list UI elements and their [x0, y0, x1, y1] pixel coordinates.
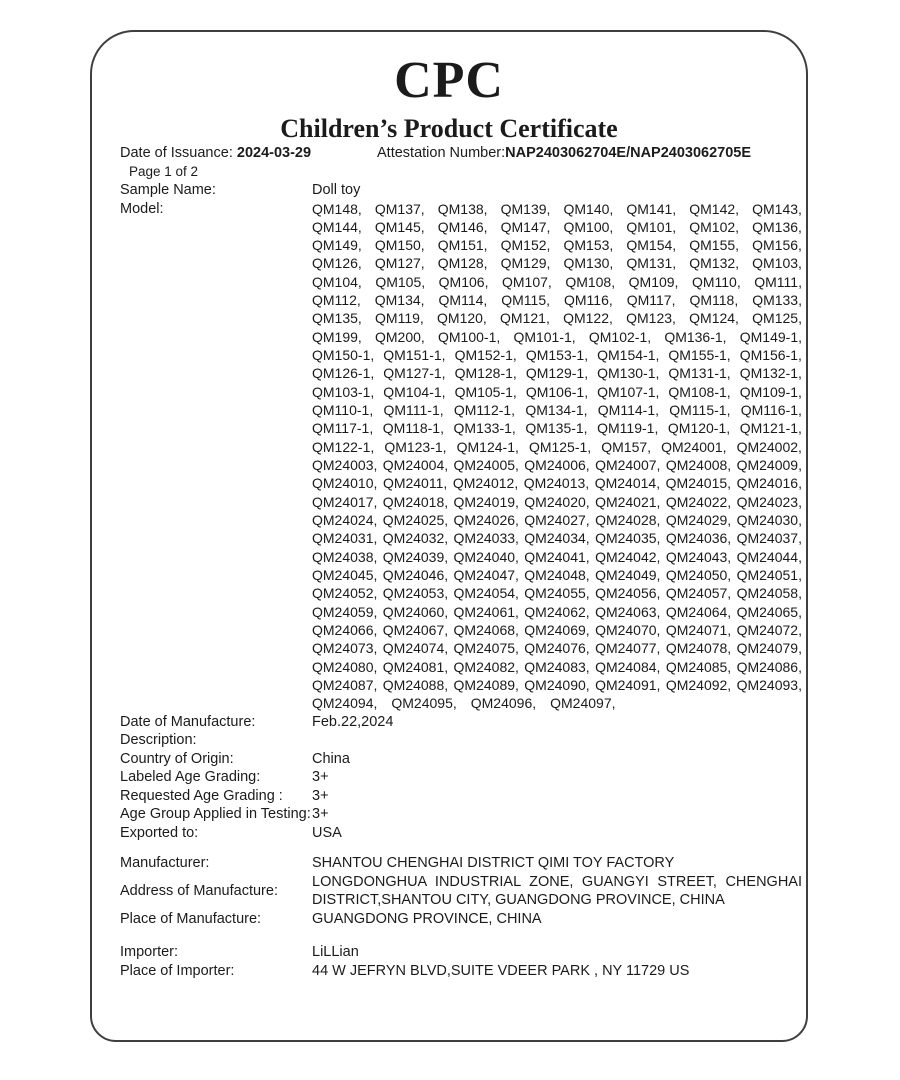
date-of-issuance-label: Date of Issuance: — [120, 145, 237, 161]
model-line — [312, 438, 802, 456]
model-code: QM105-1, — [454, 383, 517, 400]
certificate-subtitle: Children’s Product Certificate — [280, 113, 618, 143]
model-code: QM157, — [601, 438, 652, 455]
attestation-number-value: NAP2403062704E/NAP2403062705E — [505, 145, 752, 161]
model-code: QM24054, — [453, 585, 519, 602]
model-line — [312, 236, 802, 254]
model-code: QM106, — [438, 273, 489, 290]
model-code: QM24090, — [524, 677, 590, 694]
model-code: QM200, — [375, 328, 425, 345]
model-code: QM24079, — [736, 640, 802, 657]
model-code: QM114-1, — [597, 402, 660, 419]
model-code: QM153, — [563, 237, 614, 254]
model-code: QM24037, — [736, 530, 802, 547]
model-code: QM24088, — [382, 677, 449, 694]
model-line — [312, 383, 802, 401]
model-code: QM119-1, — [597, 420, 659, 437]
model-code: QM104, — [312, 273, 362, 290]
model-code: QM24081, — [382, 658, 449, 675]
model-line — [312, 529, 802, 547]
model-code: QM24039, — [382, 548, 449, 565]
model-code: QM24076, — [524, 640, 590, 657]
model-code: QM24024, — [312, 512, 378, 529]
model-code: QM155, — [689, 237, 740, 254]
model-code: QM24064, — [665, 603, 732, 620]
model-code: QM24012, — [452, 475, 519, 492]
model-code: QM24075, — [453, 640, 519, 657]
model-code: QM24044, — [736, 548, 802, 565]
model-line — [312, 621, 802, 639]
description-value — [312, 731, 802, 750]
model-code: QM24034, — [524, 530, 590, 547]
model-line — [312, 639, 802, 657]
model-line — [312, 584, 802, 602]
model-code: QM24010, — [312, 475, 378, 492]
model-code: QM24050, — [665, 567, 732, 584]
model-code: QM103-1, — [312, 383, 375, 400]
model-code: QM24032, — [382, 530, 449, 547]
model-code: QM109, — [628, 273, 679, 290]
model-code: QM100-1, — [438, 328, 501, 345]
model-code: QM141, — [626, 200, 677, 217]
model-code: QM24029, — [665, 512, 732, 529]
model-code: QM117-1, — [312, 420, 374, 437]
model-code: QM24083, — [524, 658, 590, 675]
place-of-manufacture-value: GUANGDONG PROVINCE, CHINA — [312, 910, 542, 927]
model-code: QM119, — [375, 310, 424, 327]
model-code: QM24048, — [524, 567, 590, 584]
exported-to-value: USA — [312, 824, 342, 841]
model-row — [120, 200, 802, 713]
model-code: QM24051, — [736, 567, 802, 584]
detail-row — [120, 768, 802, 787]
model-code: QM24045, — [312, 567, 378, 584]
model-code: QM24094, — [312, 695, 378, 712]
model-code: QM24038, — [312, 548, 378, 565]
model-code: QM24040, — [453, 548, 519, 565]
model-line — [312, 493, 802, 511]
model-code: QM24055, — [524, 585, 590, 602]
manufacturer-label: Manufacturer: — [120, 855, 210, 872]
model-code: QM137, — [374, 200, 425, 217]
model-line — [312, 456, 802, 474]
model-code: QM147, — [500, 218, 551, 235]
model-code: QM24089, — [453, 677, 519, 694]
model-code: QM24073, — [312, 640, 378, 657]
model-code: QM148, — [312, 200, 362, 217]
model-code: QM129, — [500, 255, 551, 272]
model-code: QM105, — [375, 273, 426, 290]
model-code: QM24013, — [523, 475, 590, 492]
model-code: QM131-1, — [668, 365, 731, 382]
model-code: QM120, — [437, 310, 487, 327]
attestation-pair — [377, 144, 751, 163]
model-code: QM199, — [312, 328, 362, 345]
model-code: QM24047, — [453, 567, 519, 584]
model-code: QM152, — [500, 237, 551, 254]
detail-row — [120, 750, 802, 769]
model-code: QM107, — [501, 273, 552, 290]
model-code: QM24021, — [595, 493, 661, 510]
address-of-manufacture-row — [120, 873, 802, 910]
model-code: QM24023, — [736, 493, 802, 510]
model-list — [312, 200, 802, 713]
importer-value: LiLLian — [312, 944, 359, 961]
model-code: QM24067, — [382, 622, 449, 639]
model-code: QM153-1, — [525, 347, 589, 364]
model-line — [312, 511, 802, 529]
issuance-pair — [120, 144, 377, 163]
model-code: QM134, — [374, 292, 425, 309]
model-code: QM150, — [374, 237, 425, 254]
model-line — [312, 328, 802, 346]
model-line — [312, 658, 802, 676]
model-code: QM24092, — [665, 677, 732, 694]
model-code: QM24080, — [312, 658, 378, 675]
model-line — [312, 676, 802, 694]
model-code: QM155-1, — [668, 347, 731, 364]
model-code: QM24003, — [312, 457, 378, 474]
model-code: QM24020, — [524, 493, 590, 510]
model-code: QM128-1, — [454, 365, 517, 382]
attestation-number-label: Attestation Number: — [377, 145, 506, 161]
manufacturer-value: SHANTOU CHENGHAI DISTRICT QIMI TOY FACTORY — [312, 855, 675, 872]
model-code: QM110, — [691, 273, 741, 290]
model-code: QM104-1, — [383, 383, 446, 400]
model-line — [312, 401, 802, 419]
model-code: QM127-1, — [383, 365, 446, 382]
model-code: QM24069, — [524, 622, 590, 639]
model-code: QM122, — [563, 310, 613, 327]
model-line — [312, 603, 802, 621]
place-of-importer-label: Place of Importer: — [120, 962, 235, 979]
model-code: QM140, — [563, 200, 614, 217]
model-code: QM130-1, — [597, 365, 660, 382]
requested-age-grading-value: 3+ — [312, 787, 329, 804]
certificate-card — [90, 30, 808, 1042]
model-code: QM108, — [565, 273, 616, 290]
model-code: QM114, — [438, 292, 488, 309]
model-code: QM116-1, — [740, 402, 802, 419]
model-code: QM126, — [312, 255, 362, 272]
model-code: QM24074, — [382, 640, 449, 657]
model-code: QM116, — [563, 292, 613, 309]
model-code: QM24035, — [595, 530, 661, 547]
country-of-origin-value: China — [312, 750, 350, 767]
model-code: QM24087, — [312, 677, 378, 694]
model-code: QM135, — [312, 310, 362, 327]
model-code: QM123, — [626, 310, 676, 327]
model-code: QM124-1, — [456, 438, 519, 455]
model-line — [312, 548, 802, 566]
model-code: QM24060, — [382, 603, 449, 620]
model-code: QM133-1, — [453, 420, 516, 437]
model-code: QM106-1, — [525, 383, 589, 400]
model-code: QM24091, — [595, 677, 661, 694]
model-code: QM150-1, — [312, 347, 375, 364]
model-code: QM24001, — [661, 438, 727, 455]
model-code: QM24084, — [595, 658, 661, 675]
model-code: QM24014, — [594, 475, 661, 492]
manufacture-section — [120, 854, 802, 928]
issuance-row — [120, 144, 802, 163]
sample-name-label: Sample Name: — [120, 182, 216, 198]
model-code: QM24056, — [595, 585, 661, 602]
model-code: QM24096, — [470, 695, 537, 712]
model-code: QM152-1, — [454, 347, 517, 364]
model-code: QM24031, — [312, 530, 378, 547]
country-of-origin-label: Country of Origin: — [120, 750, 234, 767]
model-code: QM24086, — [736, 658, 802, 675]
model-code: QM24093, — [736, 677, 802, 694]
model-line — [312, 419, 802, 437]
model-code: QM124, — [689, 310, 739, 327]
model-code: QM145, — [374, 218, 425, 235]
age-group-testing-value: 3+ — [312, 806, 329, 823]
detail-row — [120, 713, 802, 732]
model-code: QM24030, — [736, 512, 802, 529]
details-section — [120, 713, 802, 843]
model-code: QM126-1, — [312, 365, 375, 382]
model-code: QM112-1, — [453, 402, 516, 419]
model-code: QM134-1, — [525, 402, 588, 419]
model-code: QM111, — [754, 273, 802, 290]
model-code: QM108-1, — [668, 383, 731, 400]
date-of-manufacture-value: Feb.22,2024 — [312, 713, 394, 730]
model-line — [312, 273, 802, 291]
model-line — [312, 218, 802, 236]
detail-row — [120, 805, 802, 824]
model-code: QM131, — [626, 255, 677, 272]
model-code: QM101, — [626, 218, 677, 235]
model-code: QM24015, — [665, 475, 732, 492]
model-code: QM156-1, — [739, 347, 802, 364]
model-code: QM154, — [626, 237, 677, 254]
model-code: QM24097, — [550, 695, 616, 712]
model-code: QM139, — [500, 200, 551, 217]
model-code: QM24068, — [453, 622, 519, 639]
model-code: QM24004, — [382, 457, 449, 474]
model-code: QM24049, — [595, 567, 661, 584]
model-code: QM128, — [437, 255, 488, 272]
model-code: QM129-1, — [525, 365, 589, 382]
place-of-importer-value: 44 W JEFRYN BLVD,SUITE VDEER PARK , NY 11729 US — [312, 962, 690, 979]
model-code: QM24063, — [595, 603, 661, 620]
labeled-age-grading-label: Labeled Age Grading: — [120, 769, 261, 786]
date-of-issuance-value: 2024-03-29 — [236, 145, 312, 161]
manufacturer-row — [120, 854, 802, 873]
address-of-manufacture-value: LONGDONGHUA INDUSTRIAL ZONE, GUANGYI STREET, CHENGHAI DISTRICT,SHANTOU CITY, GUANGDONG PROVINCE, CHINA — [312, 873, 802, 909]
model-code: QM127, — [374, 255, 425, 272]
model-code: QM151-1, — [383, 347, 446, 364]
model-code: QM24002, — [736, 438, 802, 455]
model-code: QM24041, — [524, 548, 590, 565]
model-code: QM24061, — [453, 603, 519, 620]
model-code: QM138, — [437, 200, 488, 217]
model-code: QM149, — [312, 237, 362, 254]
model-code: QM24033, — [453, 530, 519, 547]
model-code: QM24052, — [312, 585, 378, 602]
requested-age-grading-label: Requested Age Grading : — [120, 787, 283, 804]
model-code: QM24085, — [665, 658, 732, 675]
date-of-manufacture-label: Date of Manufacture: — [120, 713, 256, 730]
detail-row — [120, 731, 802, 750]
sample-name-value: Doll toy — [312, 182, 361, 198]
model-code: QM115-1, — [669, 402, 731, 419]
age-group-testing-label: Age Group Applied in Testing: — [120, 806, 311, 823]
model-code: QM24059, — [312, 603, 378, 620]
model-code: QM154-1, — [597, 347, 660, 364]
model-code: QM107-1, — [597, 383, 660, 400]
model-line — [312, 346, 802, 364]
model-code: QM110-1, — [312, 402, 374, 419]
model-code: QM130, — [563, 255, 614, 272]
model-code: QM120-1, — [667, 420, 731, 437]
model-code: QM135-1, — [525, 420, 588, 437]
model-code: QM136-1, — [664, 328, 727, 345]
place-of-importer-row — [120, 962, 802, 981]
model-code: QM146, — [437, 218, 488, 235]
model-code: QM100, — [563, 218, 614, 235]
model-code: QM156, — [752, 237, 802, 254]
model-code: QM109-1, — [739, 383, 802, 400]
model-code: QM24028, — [595, 512, 661, 529]
page-indicator: Page 1 of 2 — [129, 163, 199, 179]
model-code: QM125-1, — [528, 438, 592, 455]
model-line — [312, 254, 802, 272]
model-code: QM132, — [689, 255, 740, 272]
place-of-manufacture-row — [120, 910, 802, 929]
model-code: QM101-1, — [513, 328, 576, 345]
model-code: QM24095, — [391, 695, 457, 712]
importer-row — [120, 943, 802, 962]
model-code: QM24017, — [312, 493, 378, 510]
model-code: QM125, — [752, 310, 802, 327]
model-code: QM102-1, — [588, 328, 652, 345]
model-code: QM24046, — [382, 567, 449, 584]
model-code: QM24007, — [595, 457, 661, 474]
model-code: QM122-1, — [312, 438, 375, 455]
model-code: QM24009, — [736, 457, 802, 474]
labeled-age-grading-value: 3+ — [312, 769, 329, 786]
model-code: QM24042, — [595, 548, 661, 565]
model-code: QM136, — [752, 218, 802, 235]
model-line — [312, 364, 802, 382]
model-line — [312, 200, 802, 218]
detail-row — [120, 787, 802, 806]
model-code: QM149-1, — [739, 328, 802, 345]
model-code: QM133, — [752, 292, 802, 309]
importer-section — [120, 943, 802, 980]
model-code: QM142, — [689, 200, 740, 217]
model-line — [312, 694, 802, 712]
model-code: QM24025, — [382, 512, 449, 529]
model-code: QM24077, — [595, 640, 661, 657]
model-code: QM24065, — [736, 603, 802, 620]
model-code: QM121-1, — [739, 420, 802, 437]
model-code: QM24071, — [665, 622, 732, 639]
model-code: QM24027, — [524, 512, 590, 529]
detail-row — [120, 824, 802, 843]
certificate-content — [120, 144, 802, 980]
model-code: QM118, — [689, 292, 739, 309]
model-code: QM143, — [752, 200, 802, 217]
model-code: QM111-1, — [383, 402, 444, 419]
model-code: QM121, — [500, 310, 550, 327]
model-code: QM24019, — [453, 493, 519, 510]
address-of-manufacture-label: Address of Manufacture: — [120, 882, 278, 899]
model-code: QM115, — [501, 292, 551, 309]
model-code: QM24072, — [736, 622, 802, 639]
sample-name-row — [120, 181, 802, 200]
model-code: QM24008, — [665, 457, 732, 474]
model-code: QM24082, — [453, 658, 519, 675]
model-code: QM24022, — [665, 493, 732, 510]
model-line — [312, 309, 802, 327]
model-code: QM112, — [312, 292, 361, 309]
importer-label: Importer: — [120, 944, 179, 961]
model-code: QM24006, — [524, 457, 590, 474]
model-code: QM24018, — [382, 493, 449, 510]
model-code: QM24011, — [382, 475, 448, 492]
model-code: QM151, — [437, 237, 488, 254]
model-code: QM24062, — [524, 603, 590, 620]
model-code: QM123-1, — [384, 438, 447, 455]
model-code: QM24078, — [665, 640, 732, 657]
model-line — [312, 566, 802, 584]
model-code: QM118-1, — [382, 420, 444, 437]
model-code: QM103, — [752, 255, 802, 272]
place-of-manufacture-label: Place of Manufacture: — [120, 910, 262, 927]
model-line — [312, 291, 802, 309]
exported-to-label: Exported to: — [120, 824, 199, 841]
model-code: QM24043, — [665, 548, 732, 565]
model-line — [312, 474, 802, 492]
model-code: QM117, — [626, 292, 676, 309]
model-code: QM24026, — [453, 512, 519, 529]
model-code: QM24036, — [665, 530, 732, 547]
model-code: QM24070, — [595, 622, 661, 639]
model-code: QM24058, — [736, 585, 802, 602]
model-code: QM24053, — [382, 585, 449, 602]
description-label: Description: — [120, 732, 197, 749]
model-code: QM102, — [689, 218, 740, 235]
model-code: QM24066, — [312, 622, 378, 639]
certificate-title: CPC — [394, 52, 504, 109]
model-code: QM24016, — [736, 475, 802, 492]
model-label: Model: — [120, 200, 164, 217]
model-code: QM24005, — [453, 457, 519, 474]
model-code: QM24057, — [665, 585, 732, 602]
model-code: QM144, — [312, 218, 362, 235]
model-code: QM132-1, — [739, 365, 802, 382]
